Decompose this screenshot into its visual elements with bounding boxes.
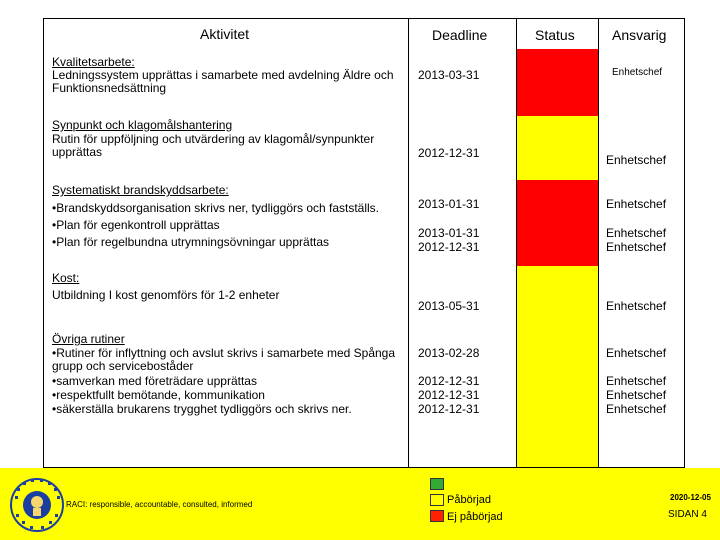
status-cell-row-5 <box>517 336 598 467</box>
row-4-title: Kost: <box>52 271 80 285</box>
row-5-line-5: •säkerställa brukarens trygghet tydliggörs och skrivs ner. <box>52 402 352 416</box>
row-2-deadline: 2012-12-31 <box>418 146 480 160</box>
row-3-line-1: •Brandskyddsorganisation skrivs ner, tydliggörs och fastställs. <box>52 201 380 215</box>
row-5-responsible-2: Enhetschef <box>606 374 667 388</box>
row-5-line-2: grupp och serviceboståder <box>52 359 194 373</box>
row-3-line-3: •Plan för regelbundna utrymningsövningar upprättas <box>52 235 330 249</box>
row-4-deadline: 2013-05-31 <box>418 299 480 313</box>
row-5-deadline-1: 2013-02-28 <box>418 346 480 360</box>
header-status: Status <box>535 27 575 43</box>
row-5-deadline-3: 2012-12-31 <box>418 388 480 402</box>
row-5-line-1: •Rutiner för inflyttning och avslut skrivs i samarbete med Spånga <box>52 346 396 360</box>
row-5-responsible-3: Enhetschef <box>606 388 667 402</box>
row-5-title: Övriga rutiner <box>52 332 125 346</box>
row-3-line-2: •Plan för egenkontroll upprättas <box>52 218 220 232</box>
row-2-line-2: upprättas <box>52 145 103 159</box>
page-number: SIDAN 4 <box>668 509 707 520</box>
footer-date: 2020-12-05 <box>670 493 711 502</box>
row-3-title: Systematiskt brandskyddsarbete: <box>52 183 229 197</box>
col-divider-responsible <box>598 18 599 468</box>
row-2-title: Synpunkt och klagomålshantering <box>52 118 233 132</box>
header-deadline: Deadline <box>432 27 488 43</box>
row-3-deadline-1: 2013-01-31 <box>418 197 480 211</box>
row-2-line-1: Rutin för uppföljning och utvärdering av klagomål/synpunkter <box>52 132 375 146</box>
row-5-line-4: •respektfullt bemötande, kommunikation <box>52 388 265 402</box>
legend-swatch-red <box>430 510 444 522</box>
row-3-responsible-1: Enhetschef <box>606 197 667 211</box>
row-3-deadline-3: 2012-12-31 <box>418 240 480 254</box>
row-5-deadline-2: 2012-12-31 <box>418 374 480 388</box>
row-5-responsible-1: Enhetschef <box>606 346 667 360</box>
row-1-deadline: 2013-03-31 <box>418 68 480 82</box>
header-activity: Aktivitet <box>200 26 250 42</box>
status-cell-row-4 <box>517 266 598 336</box>
row-1-title: Kvalitetsarbete: <box>52 55 135 69</box>
status-cell-row-3 <box>517 180 598 266</box>
row-2-responsible: Enhetschef <box>606 153 667 167</box>
row-4-line-1: Utbildning I kost genomförs för 1-2 enheter <box>52 288 280 302</box>
col-divider-deadline <box>408 18 409 468</box>
row-5-responsible-4: Enhetschef <box>606 402 667 416</box>
row-1-line-1: Ledningssystem upprättas i samarbete med avdelning Äldre och <box>52 68 394 82</box>
legend-swatch-green <box>430 478 444 490</box>
row-4-responsible: Enhetschef <box>606 299 667 313</box>
status-cell-row-1 <box>517 49 598 116</box>
row-3-responsible-2: Enhetschef <box>606 226 667 240</box>
stockholm-crest-icon <box>8 474 66 536</box>
legend-label-started: Påbörjad <box>447 494 492 506</box>
legend-label-not-started: Ej påbörjad <box>447 511 503 523</box>
row-3-deadline-2: 2013-01-31 <box>418 226 480 240</box>
header-responsible: Ansvarig <box>612 27 667 43</box>
row-1-responsible: Enhetschef <box>612 67 663 78</box>
raci-note: RACI: responsible, accountable, consulted, informed <box>66 500 253 509</box>
row-3-responsible-3: Enhetschef <box>606 240 667 254</box>
row-1-line-2: Funktionsnedsättning <box>52 81 167 95</box>
status-cell-row-2 <box>517 116 598 180</box>
legend-swatch-yellow <box>430 494 444 506</box>
row-5-deadline-4: 2012-12-31 <box>418 402 480 416</box>
row-5-line-3: •samverkan med företrädare upprättas <box>52 374 257 388</box>
